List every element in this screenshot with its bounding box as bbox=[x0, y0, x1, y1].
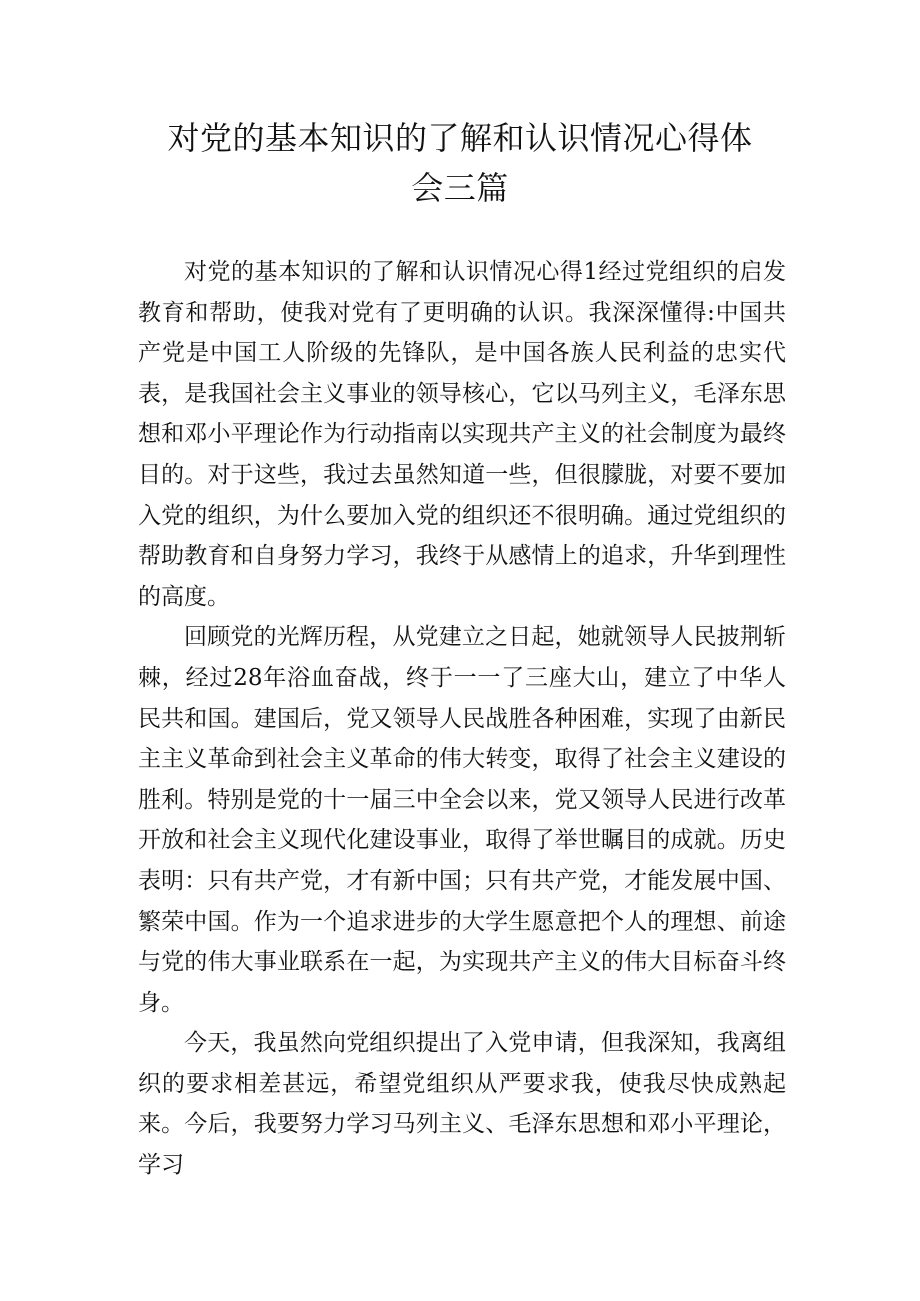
paragraph-1: 对党的基本知识的了解和认识情况心得1经过党组织的启发教育和帮助，使我对党有了更明确的认识。我深深懂得:中国共产党是中国工人阶级的先锋队，是中国各族人民利益的忠实代表，是我国社会主义事业的领导核心，它以马列主义，毛泽东思想和邓小平理论作为行动指南以实现共产主义的社会制度为最终目的。对于这些，我过去虽然知道一些，但很朦胧，对要不要加入党的组织，为什么要加入党的组织还不很明确。通过党组织的帮助教育和自身努力学习，我终于从感情上的追求，升华到理性的高度。 bbox=[138, 259, 786, 610]
paragraph-3: 今天，我虽然向党组织提出了入党申请，但我深知，我离组织的要求相差甚远，希望党组织从严要求我，使我尽快成熟起来。今后，我要努力学习马列主义、毛泽东思想和邓小平理论，学习 bbox=[138, 1030, 786, 1179]
title-line-2: 会三篇 bbox=[411, 169, 509, 207]
title-line-1: 对党的基本知识的了解和认识情况心得体 bbox=[167, 119, 753, 157]
document-title bbox=[120, 113, 800, 213]
paragraph-2: 回顾党的光辉历程，从党建立之日起，她就领导人民披荆斩棘，经过28年浴血奋战，终于一一了三座大山，建立了中华人民共和国。建国后，党又领导人民战胜各种困难，实现了由新民主主义革命到社会主义革命的伟大转变，取得了社会主义建设的胜利。特别是党的十一届三中全会以来，党又领导人民进行改革开放和社会主义现代化建设事业，取得了举世瞩目的成就。历史表明：只有共产党，才有新中国；只有共产党，才能发展中国、繁荣中国。作为一个追求进步的大学生愿意把个人的理想、前途与党的伟大事业联系在一起，为实现共产主义的伟大目标奋斗终身。 bbox=[138, 624, 786, 1016]
document-body bbox=[138, 252, 786, 1186]
